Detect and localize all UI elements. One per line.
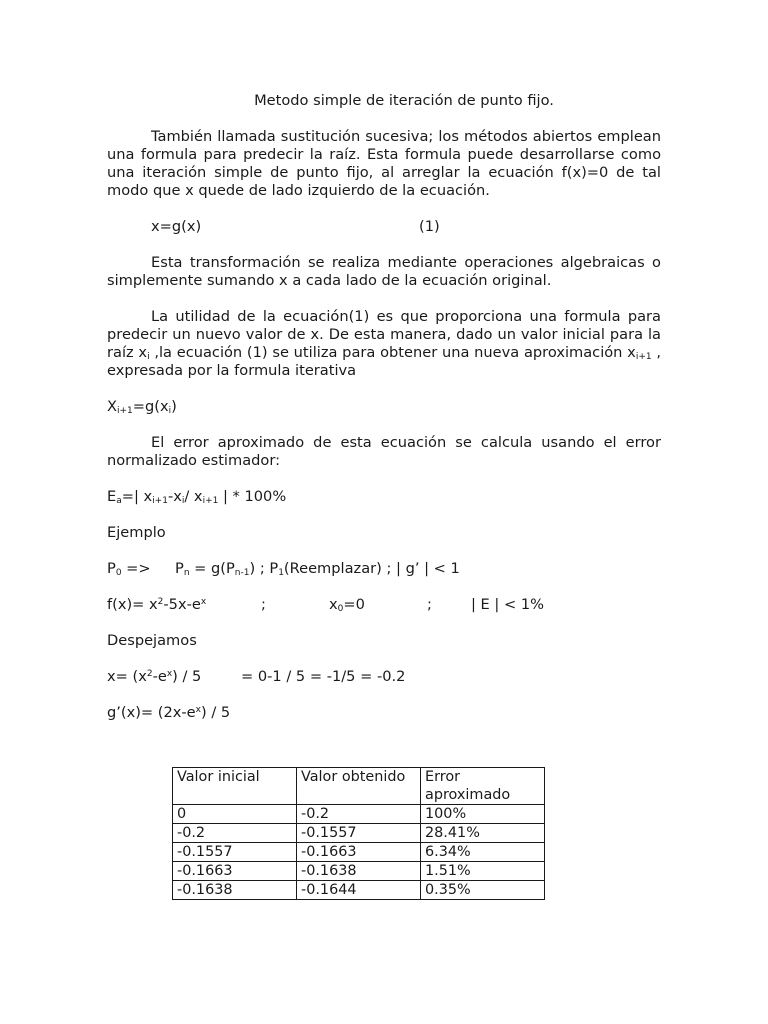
equation-1	[107, 218, 661, 236]
table-cell: 0.35%	[421, 881, 545, 900]
paragraph-error: El error aproximado de esta ecuación se calcula usando el error normalizado estimador:	[107, 434, 661, 469]
equation-1-number: (1)	[419, 218, 440, 235]
example-heading: Ejemplo	[107, 524, 166, 541]
table-cell: -0.2	[297, 805, 421, 824]
table-cell: -0.1663	[173, 862, 297, 881]
table-cell: -0.1638	[297, 862, 421, 881]
table-cell: -0.1638	[173, 881, 297, 900]
equation-1-text: x=g(x)	[151, 218, 202, 235]
paragraph-utility: La utilidad de la ecuación(1) es que proporciona una formula para predecir un nuevo valor de x. De esta manera, dado un valor inicial para la raíz $x_i$ ,la ecuación (1) se utiliza para obtener una nueva aproximación $x_{i+1}$ , expresada por la formula iterativa	[107, 308, 662, 379]
iterative-formula: $X_{i+1}=g(x_i)$	[107, 398, 177, 416]
table-cell: -0.2	[173, 824, 297, 843]
table-cell: 6.34%	[421, 843, 545, 862]
page-title: Metodo simple de iteración de punto fijo.	[254, 92, 554, 109]
table-header-row	[173, 768, 545, 805]
table-header-cell: Valor inicial	[173, 768, 297, 805]
p-definition: $P_0$ => $P_n = g(P_{n-1})$ ; $P_1(Reemplazar)$ ; | g’ | < 1	[107, 560, 460, 578]
despejamos-heading: Despejamos	[107, 632, 197, 649]
table-row	[173, 862, 545, 881]
table-cell: 1.51%	[421, 862, 545, 881]
table-cell: -0.1557	[297, 824, 421, 843]
x-equation: $x= (x^2-e^x) / 5$ = 0-1 / 5 = -1/5 = -0.2	[107, 668, 406, 685]
table-row	[173, 843, 545, 862]
paragraph-transformation: Esta transformación se realiza mediante operaciones algebraicas o simplemente sumando x a cada lado de la ecuación original.	[107, 254, 661, 289]
table-row	[173, 881, 545, 900]
iteration-table	[172, 767, 545, 900]
derivative-equation: g’(x)= $(2x-e^x) / 5$	[107, 704, 231, 721]
table-header-cell: Error aproximado	[421, 768, 545, 805]
document-body	[107, 92, 661, 722]
table-cell: -0.1644	[297, 881, 421, 900]
function-definition: $f(x)= x^2-5x-e^x$ ; $x_0=0$ ; | E | < 1%	[107, 596, 544, 614]
error-formula: $E_a=|$ $x_{i+1}-x_i/$ $x_{i+1}$ | * 100%	[107, 488, 287, 506]
table-cell: 100%	[421, 805, 545, 824]
table-header-cell: Valor obtenido	[297, 768, 421, 805]
paragraph-intro: También llamada sustitución sucesiva; los métodos abiertos emplean una formula para predecir la raíz. Esta formula puede desarrollarse como una iteración simple de punto fijo, al arreglar la ecuación f(x)=0 de tal modo que x quede de lado izquierdo de la ecuación.	[107, 128, 661, 199]
table-row	[173, 824, 545, 843]
table-cell: -0.1663	[297, 843, 421, 862]
table-cell: -0.1557	[173, 843, 297, 862]
table-cell: 28.41%	[421, 824, 545, 843]
table-cell: 0	[173, 805, 297, 824]
table-row	[173, 805, 545, 824]
